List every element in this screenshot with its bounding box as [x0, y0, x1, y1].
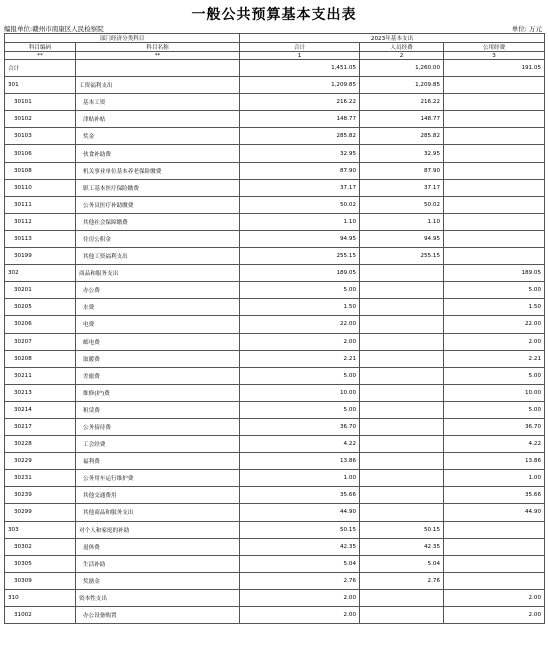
- row-name: 取暖费: [76, 350, 240, 367]
- row-public: 36.70: [444, 418, 545, 435]
- row-name: 工会经费: [76, 436, 240, 453]
- row-code: 30211: [5, 367, 76, 384]
- row-public: 13.86: [444, 453, 545, 470]
- row-total: 87.90: [240, 162, 360, 179]
- row-name: 资本性支出: [76, 589, 240, 606]
- header-group-econ: 部门经济分类科目: [5, 34, 240, 43]
- row-public: [444, 572, 545, 589]
- row-public: 5.00: [444, 401, 545, 418]
- row-personnel: [360, 350, 444, 367]
- table-row: [5, 384, 545, 401]
- row-name: 基本工资: [76, 94, 240, 111]
- table-row: [5, 589, 545, 606]
- row-personnel: 285.82: [360, 128, 444, 145]
- row-total: 1.10: [240, 213, 360, 230]
- table-row: [5, 470, 545, 487]
- row-personnel: [360, 401, 444, 418]
- row-code: 30217: [5, 418, 76, 435]
- row-name: 差旅费: [76, 367, 240, 384]
- table-row: [5, 418, 545, 435]
- row-public: 2.00: [444, 589, 545, 606]
- table-row: [5, 282, 545, 299]
- table-row: [5, 94, 545, 111]
- row-code: 30199: [5, 248, 76, 265]
- row-public: 2.21: [444, 350, 545, 367]
- row-total: 13.86: [240, 453, 360, 470]
- table-row: [5, 196, 545, 213]
- row-code: 303: [5, 521, 76, 538]
- row-personnel: 42.35: [360, 538, 444, 555]
- table-header: [5, 34, 545, 60]
- row-public: 1.50: [444, 299, 545, 316]
- row-public: [444, 555, 545, 572]
- row-personnel: 87.90: [360, 162, 444, 179]
- row-total: 42.35: [240, 538, 360, 555]
- row-public: [444, 248, 545, 265]
- row-public: [444, 213, 545, 230]
- row-code: 30108: [5, 162, 76, 179]
- row-total: 10.00: [240, 384, 360, 401]
- table-row: [5, 179, 545, 196]
- row-total: 2.00: [240, 589, 360, 606]
- header-personnel: 人员经费: [360, 43, 444, 52]
- row-public: 35.66: [444, 487, 545, 504]
- row-code: 301: [5, 77, 76, 94]
- row-name: 办公费: [76, 282, 240, 299]
- row-personnel: 2.76: [360, 572, 444, 589]
- header-group-year: 2023年基本支出: [240, 34, 545, 43]
- table-row: [5, 487, 545, 504]
- row-personnel: 216.22: [360, 94, 444, 111]
- row-personnel: 1,260.00: [360, 60, 444, 77]
- index-name: **: [76, 52, 240, 60]
- table-row: [5, 572, 545, 589]
- row-code: 30106: [5, 145, 76, 162]
- row-total: 50.02: [240, 196, 360, 213]
- row-total: 50.15: [240, 521, 360, 538]
- table-row: [5, 213, 545, 230]
- currency-unit: 单位: 万元: [511, 25, 542, 33]
- row-public: [444, 230, 545, 247]
- row-name: 其他交通费用: [76, 487, 240, 504]
- row-personnel: [360, 589, 444, 606]
- row-total: 37.17: [240, 179, 360, 196]
- row-total: 22.00: [240, 316, 360, 333]
- row-code: 30305: [5, 555, 76, 572]
- row-total: 36.70: [240, 418, 360, 435]
- row-code: 30228: [5, 436, 76, 453]
- row-personnel: [360, 384, 444, 401]
- row-total: 5.00: [240, 282, 360, 299]
- row-personnel: 50.02: [360, 196, 444, 213]
- reporting-unit: 编报单位:赣州市南康区人民检察院: [4, 25, 104, 33]
- row-personnel: [360, 265, 444, 282]
- row-name: 公务用车运行维护费: [76, 470, 240, 487]
- row-name: 其他商品和服务支出: [76, 504, 240, 521]
- row-total: 32.95: [240, 145, 360, 162]
- row-total: 35.66: [240, 487, 360, 504]
- row-total: 2.00: [240, 607, 360, 624]
- row-code: 30102: [5, 111, 76, 128]
- index-personnel: 2: [360, 52, 444, 60]
- row-total: 1,451.05: [240, 60, 360, 77]
- row-code: 302: [5, 265, 76, 282]
- header-public: 公用经费: [444, 43, 545, 52]
- table-row: [5, 60, 545, 77]
- row-name: 津贴补贴: [76, 111, 240, 128]
- row-public: [444, 77, 545, 94]
- table-row: [5, 521, 545, 538]
- row-personnel: 32.95: [360, 145, 444, 162]
- row-name: 租赁费: [76, 401, 240, 418]
- row-public: [444, 196, 545, 213]
- table-row: [5, 145, 545, 162]
- table-row: [5, 555, 545, 572]
- row-name: [76, 60, 240, 77]
- table-row: [5, 453, 545, 470]
- row-code: 30309: [5, 572, 76, 589]
- row-personnel: [360, 607, 444, 624]
- row-code: 310: [5, 589, 76, 606]
- table-row: [5, 607, 545, 624]
- table-row: [5, 350, 545, 367]
- row-name: 伙食补助费: [76, 145, 240, 162]
- row-public: 4.22: [444, 436, 545, 453]
- row-name: 办公设备购置: [76, 607, 240, 624]
- row-public: 5.00: [444, 367, 545, 384]
- table-row: [5, 316, 545, 333]
- row-personnel: [360, 504, 444, 521]
- row-code: 30302: [5, 538, 76, 555]
- row-code: 30213: [5, 384, 76, 401]
- row-name: 奖励金: [76, 572, 240, 589]
- row-personnel: [360, 316, 444, 333]
- row-public: [444, 179, 545, 196]
- row-personnel: 1.10: [360, 213, 444, 230]
- row-public: [444, 94, 545, 111]
- row-total: 255.15: [240, 248, 360, 265]
- row-code: 30229: [5, 453, 76, 470]
- row-personnel: 94.95: [360, 230, 444, 247]
- budget-table: [4, 33, 545, 624]
- row-name: 住房公积金: [76, 230, 240, 247]
- row-name: 福利费: [76, 453, 240, 470]
- row-code: 30214: [5, 401, 76, 418]
- page-title: 一般公共预算基本支出表: [191, 7, 357, 23]
- row-total: 1,209.85: [240, 77, 360, 94]
- row-total: 4.22: [240, 436, 360, 453]
- row-total: 1.50: [240, 299, 360, 316]
- row-total: 285.82: [240, 128, 360, 145]
- row-code: 30110: [5, 179, 76, 196]
- row-code: 31002: [5, 607, 76, 624]
- row-name: 奖金: [76, 128, 240, 145]
- table-row: [5, 162, 545, 179]
- row-total: 44.90: [240, 504, 360, 521]
- row-name: 水费: [76, 299, 240, 316]
- row-code: 30207: [5, 333, 76, 350]
- row-public: [444, 145, 545, 162]
- index-public: 3: [444, 52, 545, 60]
- row-name: 商品和服务支出: [76, 265, 240, 282]
- row-personnel: [360, 333, 444, 350]
- header-code: 科目编码: [5, 43, 76, 52]
- row-code: 30101: [5, 94, 76, 111]
- row-name: 对个人和家庭的补助: [76, 521, 240, 538]
- row-name: 电费: [76, 316, 240, 333]
- row-code: 30113: [5, 230, 76, 247]
- row-personnel: [360, 367, 444, 384]
- row-public: 22.00: [444, 316, 545, 333]
- table-row: [5, 230, 545, 247]
- row-name: 公务接待费: [76, 418, 240, 435]
- row-name: 其他工资福利支出: [76, 248, 240, 265]
- row-personnel: [360, 487, 444, 504]
- row-public: [444, 521, 545, 538]
- table-row: [5, 436, 545, 453]
- row-total: 2.00: [240, 333, 360, 350]
- row-public: 2.00: [444, 607, 545, 624]
- row-personnel: [360, 418, 444, 435]
- row-personnel: [360, 299, 444, 316]
- row-total: 1.00: [240, 470, 360, 487]
- row-public: 2.00: [444, 333, 545, 350]
- table-row: [5, 77, 545, 94]
- row-code: 30201: [5, 282, 76, 299]
- row-code: 合计: [5, 60, 76, 77]
- row-total: 2.21: [240, 350, 360, 367]
- row-personnel: 1,209.85: [360, 77, 444, 94]
- row-name: 工资福利支出: [76, 77, 240, 94]
- row-name: 机关事业单位基本养老保险缴费: [76, 162, 240, 179]
- table-row: [5, 299, 545, 316]
- row-code: 30111: [5, 196, 76, 213]
- row-public: [444, 162, 545, 179]
- row-total: 189.05: [240, 265, 360, 282]
- table-row: [5, 111, 545, 128]
- row-name: 退休费: [76, 538, 240, 555]
- row-total: 5.00: [240, 367, 360, 384]
- row-personnel: [360, 453, 444, 470]
- table-row: [5, 504, 545, 521]
- table-row: [5, 265, 545, 282]
- row-public: [444, 111, 545, 128]
- row-name: 邮电费: [76, 333, 240, 350]
- index-total: 1: [240, 52, 360, 60]
- header-total: 合计: [240, 43, 360, 52]
- table-row: [5, 128, 545, 145]
- row-total: 148.77: [240, 111, 360, 128]
- row-code: 30208: [5, 350, 76, 367]
- row-public: 10.00: [444, 384, 545, 401]
- row-public: [444, 128, 545, 145]
- row-code: 30299: [5, 504, 76, 521]
- row-public: 44.90: [444, 504, 545, 521]
- row-name: 生活补助: [76, 555, 240, 572]
- row-name: 其他社会保障缴费: [76, 213, 240, 230]
- row-code: 30205: [5, 299, 76, 316]
- row-total: 216.22: [240, 94, 360, 111]
- row-public: 191.05: [444, 60, 545, 77]
- row-personnel: [360, 470, 444, 487]
- row-total: 2.76: [240, 572, 360, 589]
- table-row: [5, 538, 545, 555]
- index-code: **: [5, 52, 76, 60]
- row-personnel: 148.77: [360, 111, 444, 128]
- row-code: 30103: [5, 128, 76, 145]
- row-name: 公务员医疗补助缴费: [76, 196, 240, 213]
- row-name: 维修(护)费: [76, 384, 240, 401]
- row-code: 30112: [5, 213, 76, 230]
- row-public: [444, 538, 545, 555]
- row-personnel: [360, 436, 444, 453]
- row-personnel: 5.04: [360, 555, 444, 572]
- row-total: 5.04: [240, 555, 360, 572]
- table-row: [5, 401, 545, 418]
- header-name: 科目名称: [76, 43, 240, 52]
- row-total: 5.00: [240, 401, 360, 418]
- row-public: 1.00: [444, 470, 545, 487]
- row-code: 30206: [5, 316, 76, 333]
- table-row: [5, 367, 545, 384]
- row-code: 30239: [5, 487, 76, 504]
- row-personnel: 37.17: [360, 179, 444, 196]
- row-code: 30231: [5, 470, 76, 487]
- row-personnel: 255.15: [360, 248, 444, 265]
- table-row: [5, 248, 545, 265]
- row-public: 5.00: [444, 282, 545, 299]
- row-public: 189.05: [444, 265, 545, 282]
- table-body: [5, 60, 545, 624]
- row-name: 职工基本医疗保险缴费: [76, 179, 240, 196]
- row-personnel: 50.15: [360, 521, 444, 538]
- row-total: 94.95: [240, 230, 360, 247]
- table-row: [5, 333, 545, 350]
- row-personnel: [360, 282, 444, 299]
